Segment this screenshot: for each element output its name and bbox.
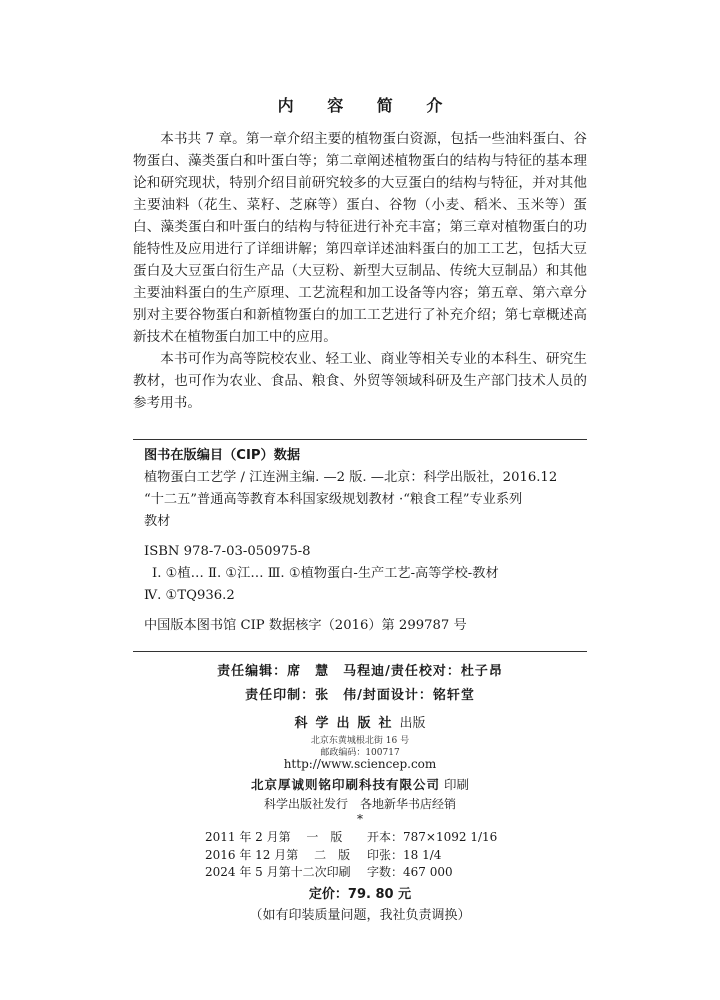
- edition-date: 2024 年 5 月第十二次印刷: [205, 865, 351, 879]
- printer-suffix: 印刷: [443, 777, 469, 792]
- edition-row: [205, 829, 497, 847]
- cip-record-number: 中国版本图书馆 CIP 数据核字（2016）第 299787 号: [144, 618, 467, 633]
- cip-series-line-cont: 教材: [144, 514, 171, 529]
- cip-series-line: “十二五”普通高等教育本科国家级规划教材 ·“粮食工程”专业系列: [144, 492, 523, 507]
- separator-star: *: [357, 812, 363, 826]
- production-credits: 责任印制：张 伟/封面设计：铭轩堂: [245, 688, 475, 703]
- publisher-suffix: 出版: [399, 716, 426, 731]
- top-divider: [133, 439, 587, 440]
- edition-row: [205, 847, 497, 865]
- edition-row: [205, 864, 497, 882]
- quality-notice: （如有印装质量问题，我社负责调换）: [249, 908, 471, 923]
- publisher-postcode: 邮政编码：100717: [320, 748, 400, 758]
- publisher-line: [0, 712, 720, 731]
- cip-heading: 图书在版编目（CIP）数据: [144, 448, 301, 463]
- summary-paragraph-2: 本书可作为高等院校农业、轻工业、商业等相关专业的本科生、研究生教材，也可作为农业、食品、粮食、外贸等领域科研及生产部门技术人员的参考用书。: [133, 351, 587, 411]
- edition-info: 字数：467 000: [367, 865, 453, 879]
- edition-info: 印张：18 1/4: [367, 847, 442, 862]
- page-title: 内 容 简 介: [277, 96, 457, 115]
- publisher-name: 科学出版社: [294, 716, 400, 731]
- publisher-address: 北京东黄城根北街 16 号: [310, 736, 410, 746]
- cip-title-line: 植物蛋白工艺学 / 江连洲主编. —2 版. —北京：科学出版社，2016.12: [144, 470, 558, 485]
- cip-classification-2: Ⅳ. ①TQ936.2: [144, 588, 235, 603]
- publisher-url: http://www.sciencep.com: [283, 757, 437, 771]
- cip-isbn: ISBN 978-7-03-050975-8: [144, 544, 311, 559]
- edition-date: 2011 年 2 月第 一 版: [205, 830, 343, 844]
- printer-name: 北京厚诚则铭印刷科技有限公司: [250, 777, 440, 792]
- book-summary: [133, 128, 587, 414]
- bottom-divider: [133, 651, 587, 652]
- edition-table: [205, 829, 497, 882]
- cip-classification-1: Ⅰ. ①植… Ⅱ. ①江… Ⅲ. ①植物蛋白-生产工艺-高等学校-教材: [152, 566, 499, 581]
- price: 定价：79. 80 元: [308, 887, 412, 902]
- cip-block: [144, 445, 584, 637]
- summary-paragraph-1: 本书共 7 章。第一章介绍主要的植物蛋白资源，包括一些油料蛋白、谷物蛋白、藻类蛋白和叶蛋白等；第二章阐述植物蛋白的结构与特征的基本理论和研究现状，特别介绍目前研究较多的大豆蛋白的结构与特征，并对其他主要油料（花生、菜籽、芝麻等）蛋白、谷物（小麦、稻米、玉米等）蛋白、藻类蛋白和叶蛋白的结构与特征进行补充丰富；第三章对植物蛋白的功能特性及应用进行了详细讲解；第四章详述油料蛋白的加工工艺，包括大豆蛋白及大豆蛋白衍生产品（大豆粉、新型大豆制品、传统大豆制品）和其他主要油料蛋白的生产原理、工艺流程和加工设备等内容；第五章、第六章分别对主要谷物蛋白和新植物蛋白的加工工艺进行了补充介绍；第七章概述高新技术在植物蛋白加工中的应用。: [133, 131, 587, 345]
- edition-date: 2016 年 12 月第 二 版: [205, 847, 351, 862]
- printer-line: [0, 775, 720, 793]
- edition-info: 开本：787×1092 1/16: [367, 830, 498, 844]
- editor-credits: 责任编辑：席 慧 马程迪/责任校对：杜子昂: [217, 664, 503, 679]
- distribution-line: 科学出版社发行 各地新华书店经销: [263, 797, 456, 811]
